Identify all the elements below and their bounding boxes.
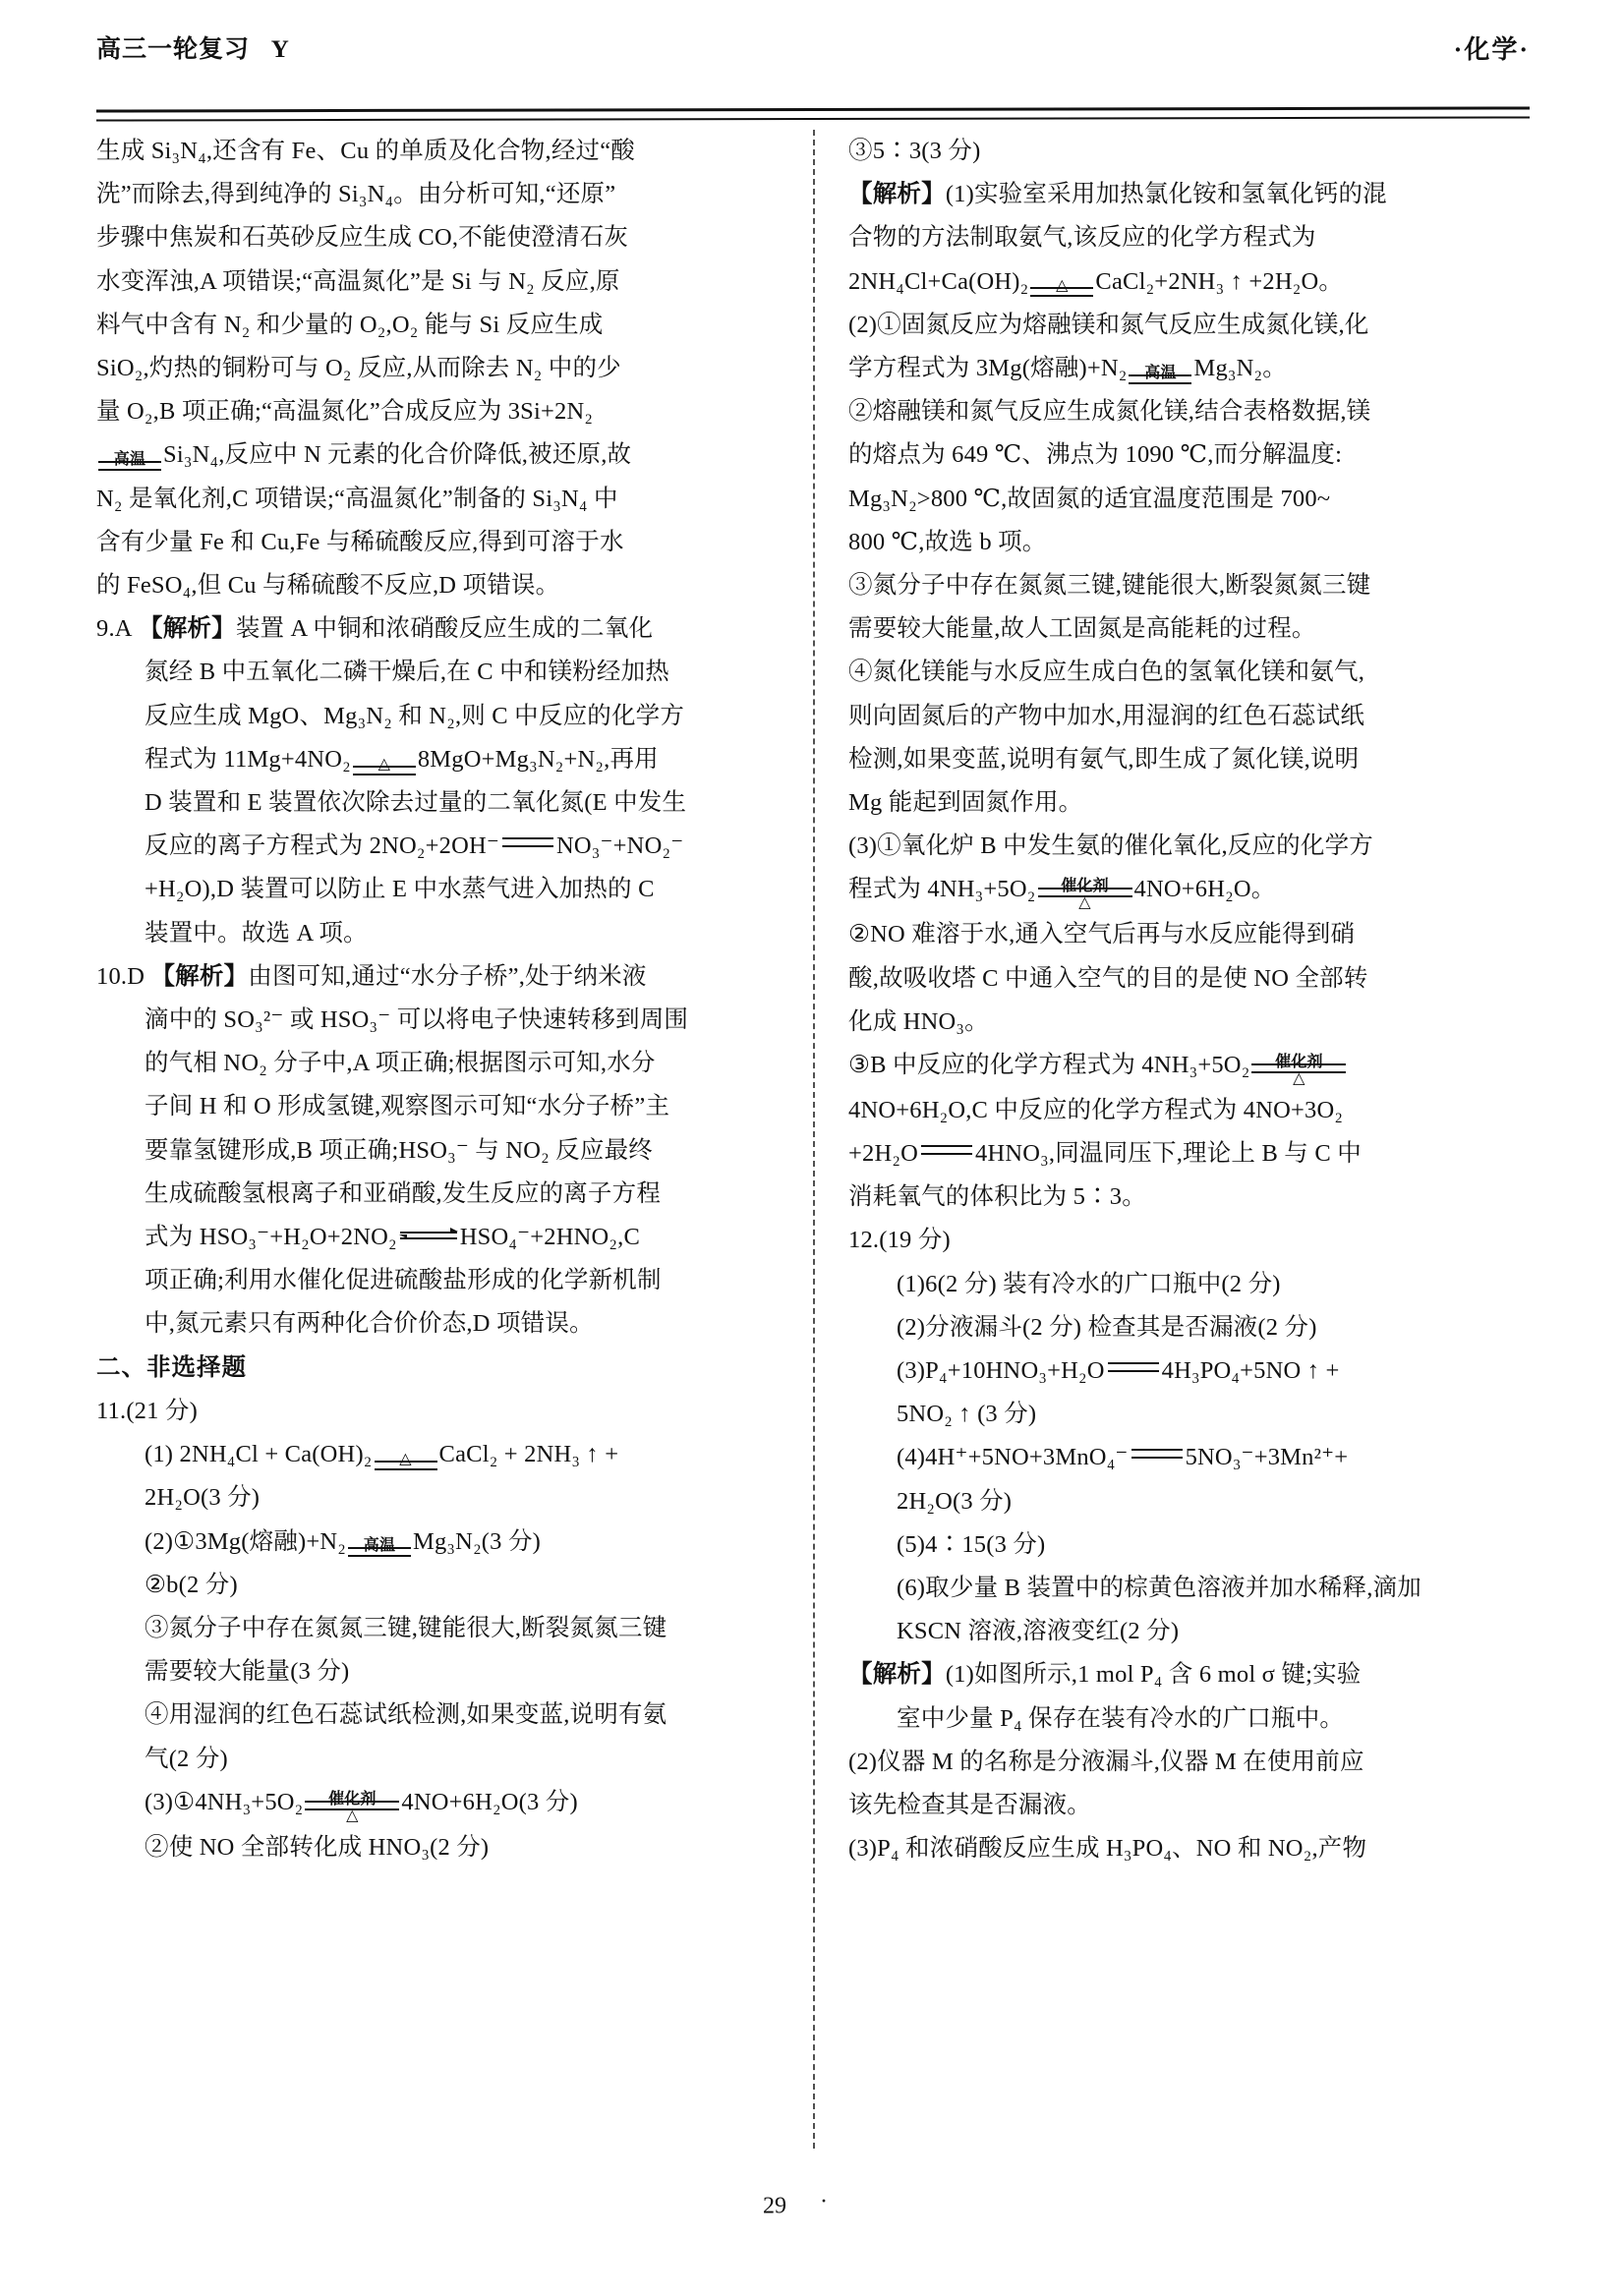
text-line: 要靠氢键形成,B 项正确;HSO₃⁻ 与 NO₂ 反应最终 <box>145 1136 653 1164</box>
answer-11-2-1 <box>96 1521 782 1564</box>
answer-12-2: (2)分液漏斗(2 分) 检查其是否漏液(2 分) <box>897 1313 1317 1341</box>
text-line: Mg₃N₂>800 ℃,故固氮的适宜温度范围是 700~ <box>848 485 1331 512</box>
answer-11-3-2: ②使 NO 全部转化成 HNO₃(2 分) <box>145 1833 490 1861</box>
text-line: 水变浑浊,A 项错误;“高温氮化”是 Si 与 N₂ 反应,原 <box>96 267 620 295</box>
question-score: (19 分) <box>879 1227 951 1254</box>
answer-11-3-3: ③5∶3(3 分) <box>848 138 981 164</box>
answer-11-2-4-line2: 气(2 分) <box>145 1745 228 1772</box>
equation-text: 5NO₃⁻+3Mn²⁺+ <box>1185 1444 1349 1471</box>
text-line: N₂ 是氧化剂,C 项错误;“高温氮化”制备的 Si₃N₄ 中 <box>96 485 618 512</box>
text-line: 装置 A 中铜和浓硝酸反应生成的二氧化 <box>235 615 654 643</box>
question-12-header <box>848 1219 1530 1262</box>
answer-12-6-line2: KSCN 溶液,溶液变红(2 分) <box>897 1618 1180 1645</box>
equation-text: 4NO+6H₂O(3 分) <box>401 1788 578 1815</box>
header-left-title: 高三一轮复习 Y <box>96 36 290 63</box>
text-line: (3)P₄ 和浓硝酸反应生成 H₃PO₄、NO 和 NO₂,产物 <box>848 1835 1367 1863</box>
question-9-first-line <box>96 607 782 651</box>
column-divider <box>813 130 815 2149</box>
text-line: 含有少量 Fe 和 Cu,Fe 与稀硫酸反应,得到可溶于水 <box>96 528 624 555</box>
equation-text: Si₃N₄,反应中 N 元素的化合价降低,被还原,故 <box>163 441 632 469</box>
reaction-arrow-catalyst-heat: 催化剂 △ <box>1251 1045 1346 1089</box>
reaction-arrow-heat: △ <box>1030 268 1093 297</box>
text-line: 酸,故吸收塔 C 中通入空气的目的是使 NO 全部转 <box>848 964 1368 992</box>
equation-text: 程式为 11Mg+4NO₂ <box>145 745 351 773</box>
answer-12-1: (1)6(2 分) 装有冷水的广口瓶中(2 分) <box>897 1270 1281 1297</box>
question-number: 11. <box>96 1397 127 1424</box>
reaction-arrow-high-temp: 高温 <box>98 442 161 471</box>
reaction-arrow-catalyst-heat: 催化剂 △ <box>1038 869 1132 913</box>
answer-11-1-line1 <box>96 1433 782 1476</box>
text-line: 800 ℃,故选 b 项。 <box>848 528 1047 555</box>
equation-text: 4NO+6H₂O。 <box>1133 876 1276 903</box>
reaction-arrow-catalyst-heat: 催化剂 △ <box>305 1782 399 1826</box>
answer-11-2-3-line1: ③氮分子中存在氮氮三键,键能很大,断裂氮氮三键 <box>145 1614 667 1641</box>
left-column <box>96 130 813 2149</box>
question-9-block <box>96 607 782 955</box>
header-rule <box>96 106 1530 121</box>
text-line: (3)①氧化炉 B 中发生氨的催化氧化,反应的化学方 <box>848 832 1373 860</box>
jiexi-label: 【解析】 <box>848 181 946 208</box>
text-line: ④氮化镁能与水反应生成白色的氢氧化镁和氨气, <box>848 659 1365 686</box>
equation-text: HSO₄⁻+2HNO₂,C <box>459 1224 640 1251</box>
text-line: 装置中。故选 A 项。 <box>145 919 368 947</box>
text-line: (2)仪器 M 的名称是分液漏斗,仪器 M 在使用前应 <box>848 1748 1364 1775</box>
text-line: 由图可知,通过“水分子桥”,处于纳米液 <box>248 962 647 990</box>
jiexi-label: 【解析】 <box>848 1661 946 1689</box>
ionic-equation-line <box>96 1216 782 1259</box>
equation-text: CaCl₂+2NH₃ ↑ +2H₂O。 <box>1095 267 1344 295</box>
footer-dot-right: · <box>820 2188 828 2214</box>
question-11-block <box>96 1390 782 1869</box>
equation-text: (4)4H⁺+5NO+3MnO₄⁻ <box>897 1444 1129 1471</box>
answer-12-5: (5)4∶15(3 分) <box>897 1530 1046 1558</box>
question-answer: A <box>114 615 133 643</box>
text-line: +H₂O),D 装置可以防止 E 中水蒸气进入加热的 C <box>145 876 655 903</box>
answer-11-2-3-line2: 需要较大能量(3 分) <box>145 1658 350 1686</box>
answer-12-4-line2: 2H₂O(3 分) <box>897 1487 1013 1515</box>
text-line: 反应生成 MgO、Mg₃N₂ 和 N₂,则 C 中反应的化学方 <box>145 702 685 729</box>
text-line: 滴中的 SO₃²⁻ 或 HSO₃⁻ 可以将电子快速转移到周围 <box>145 1006 689 1034</box>
text-line: 的气相 NO₂ 分子中,A 项正确;根据图示可知,水分 <box>145 1050 656 1077</box>
page-number: 29 <box>763 2193 786 2218</box>
answer-12-4-line1 <box>848 1436 1530 1479</box>
equation-line-si3n4 <box>96 433 782 477</box>
text-line: 生成硫酸氢根离子和亚硝酸,发生反应的离子方程 <box>145 1179 662 1207</box>
equation-text: 程式为 4NH₃+5O₂ <box>848 876 1036 903</box>
equals-double-bar <box>502 837 553 847</box>
equals-double-bar <box>1131 1449 1183 1459</box>
answer-11-1-line2: 2H₂O(3 分) <box>145 1484 261 1512</box>
question-number: 10. <box>96 962 128 990</box>
equation-text: 4H₃PO₄+5NO ↑ + <box>1161 1357 1340 1385</box>
equation-text: 量 O₂,B 项正确;“高温氮化”合成反应为 3Si+2N₂ <box>96 398 594 426</box>
equation-text: Mg₃N₂。 <box>1193 355 1287 382</box>
text-line: SiO₂,灼热的铜粉可与 O₂ 反应,从而除去 N₂ 中的少 <box>96 355 621 382</box>
text-line: 的 FeSO₄,但 Cu 与稀硫酸不反应,D 项错误。 <box>96 572 560 600</box>
equation-text: 4HNO₃,同温同压下,理论上 B 与 C 中 <box>975 1140 1362 1168</box>
text-line: 需要较大能量,故人工固氮是高能耗的过程。 <box>848 615 1316 643</box>
answer-11-2-4-line1: ④用湿润的红色石蕊试纸检测,如果变蓝,说明有氨 <box>145 1701 667 1729</box>
equation-mg-n2 <box>848 347 1530 390</box>
equation-nh4cl-caoh2 <box>848 260 1530 304</box>
text-line: 子间 H 和 O 形成氢键,观察图示可知“水分子桥”主 <box>145 1093 670 1120</box>
text-line: 室中少量 P₄ 保存在装有冷水的广口瓶中。 <box>897 1704 1345 1732</box>
reaction-arrow-heat: △ <box>375 1442 437 1470</box>
header-subject-title: ·化学· <box>1453 35 1530 64</box>
question-8-explanation-tail <box>96 130 782 607</box>
reaction-arrow-high-temp: 高温 <box>348 1528 411 1557</box>
question-10-first-line <box>96 955 782 999</box>
question-number: 12. <box>848 1227 880 1254</box>
jiexi-label: 【解析】 <box>139 615 236 643</box>
equation-text: 2NH₄Cl+Ca(OH)₂ <box>848 267 1029 295</box>
equation-text: (3)P₄+10HNO₃+H₂O <box>897 1357 1105 1385</box>
text-line: (2)①固氮反应为熔融镁和氮气反应生成氮化镁,化 <box>848 311 1369 338</box>
answer-12-3-line1 <box>848 1349 1530 1393</box>
jiexi-first-line <box>848 173 1530 216</box>
equals-double-bar <box>921 1145 972 1155</box>
text-line: 4NO+6H₂O,C 中反应的化学方程式为 4NO+3O₂ <box>848 1096 1344 1123</box>
text-line: ②熔融镁和氮气反应生成氮化镁,结合表格数据,镁 <box>848 398 1371 426</box>
text-line: (1)如图所示,1 mol P₄ 含 6 mol σ 键;实验 <box>945 1661 1362 1689</box>
ionic-equation-line <box>96 825 782 868</box>
arrow-head-right <box>450 1228 458 1232</box>
jiexi-first-line <box>848 1653 1530 1696</box>
reaction-arrow-heat: △ <box>353 747 416 775</box>
text-line: (1)实验室采用加热氯化铵和氢氧化钙的混 <box>945 181 1387 208</box>
equation-text: 反应的离子方程式为 2NO₂+2OH⁻ <box>145 832 499 860</box>
question-12-block <box>848 1219 1530 1870</box>
equals-double-bar <box>1108 1362 1159 1372</box>
equation-text: +2H₂O <box>848 1140 918 1168</box>
text-line: 则向固氮后的产物中加水,用湿润的红色石蕊试纸 <box>848 702 1365 729</box>
question-answer: D <box>127 962 145 990</box>
equation-nh3-o2-a <box>848 868 1530 913</box>
text-line: 消耗氧气的体积比为 5∶3。 <box>848 1183 1146 1211</box>
equation-text: NO₃⁻+NO₂⁻ <box>556 832 684 860</box>
page-header <box>0 29 1624 90</box>
answer-12-6-line1: (6)取少量 B 装置中的棕黄色溶液并加水稀释,滴加 <box>897 1575 1421 1602</box>
reversible-arrow <box>400 1229 457 1242</box>
equation-text: 式为 HSO₃⁻+H₂O+2NO₂ <box>145 1224 397 1251</box>
jiexi-label: 【解析】 <box>150 962 249 990</box>
question-11-header <box>96 1390 782 1433</box>
question-10-block <box>96 955 782 1347</box>
equation-text: ③B 中反应的化学方程式为 4NH₃+5O₂ <box>848 1051 1250 1078</box>
question-11-continued <box>848 130 1530 1219</box>
equation-text: 学方程式为 3Mg(熔融)+N₂ <box>848 355 1128 382</box>
text-line: 的熔点为 649 ℃、沸点为 1090 ℃,而分解温度: <box>848 441 1343 469</box>
text-line: ②NO 难溶于水,通入空气后再与水反应能得到硝 <box>848 921 1356 948</box>
right-column <box>813 130 1530 2149</box>
equation-line-mg-no2 <box>96 738 782 781</box>
text-line: 料气中含有 N₂ 和少量的 O₂,O₂ 能与 Si 反应生成 <box>96 311 604 338</box>
answer-11-3-1 <box>96 1781 782 1826</box>
text-line: 洗”而除去,得到纯净的 Si₃N₄。由分析可知,“还原” <box>96 181 616 208</box>
page-footer <box>0 2189 1624 2219</box>
text-line: 中,氮元素只有两种化合价价态,D 项错误。 <box>145 1310 594 1338</box>
two-column-body <box>96 130 1530 2149</box>
equation-nh3-o2-b <box>848 1044 1530 1089</box>
answer-11-2-2: ②b(2 分) <box>145 1571 238 1598</box>
equation-text: Mg₃N₂(3 分) <box>413 1527 542 1555</box>
equation-text: (3)①4NH₃+5O₂ <box>145 1788 304 1815</box>
equation-text: CaCl₂ + 2NH₃ ↑ + <box>438 1441 619 1468</box>
arrow-head-left <box>399 1234 407 1238</box>
question-score: (21 分) <box>126 1397 198 1424</box>
text-line: 步骤中焦炭和石英砂反应生成 CO,不能使澄清石灰 <box>96 224 629 252</box>
equation-text: 8MgO+Mg₃N₂+N₂,再用 <box>417 745 659 773</box>
text-line: ③氮分子中存在氮氮三键,键能很大,断裂氮氮三键 <box>848 572 1371 600</box>
text-line: Mg 能起到固氮作用。 <box>848 789 1083 817</box>
equation-text: (1) 2NH₄Cl + Ca(OH)₂ <box>145 1441 373 1468</box>
question-number: 9. <box>96 615 115 643</box>
equation-text: (2)①3Mg(熔融)+N₂ <box>145 1527 346 1555</box>
text-line: 该先检查其是否漏液。 <box>848 1792 1091 1819</box>
text-line: 项正确;利用水催化促进硫酸盐形成的化学新机制 <box>145 1267 662 1294</box>
text-line: 生成 Si₃N₄,还含有 Fe、Cu 的单质及化合物,经过“酸 <box>96 138 635 164</box>
reaction-arrow-high-temp: 高温 <box>1129 356 1191 384</box>
text-line <box>96 390 782 433</box>
answer-12-3-line2: 5NO₂ ↑ (3 分) <box>897 1401 1037 1428</box>
section-heading-non-choice: 二、非选择题 <box>96 1353 247 1381</box>
text-line: 化成 HNO₃。 <box>848 1007 989 1035</box>
text-line: D 装置和 E 装置依次除去过量的二氧化氮(E 中发生 <box>145 789 687 817</box>
equation-no-o2-h2o <box>848 1132 1530 1176</box>
text-line: 合物的方法制取氨气,该反应的化学方程式为 <box>848 224 1316 252</box>
text-line: 检测,如果变蓝,说明有氨气,即生成了氮化镁,说明 <box>848 745 1360 773</box>
text-line: 氮经 B 中五氧化二磷干燥后,在 C 中和镁粉经加热 <box>145 659 670 686</box>
